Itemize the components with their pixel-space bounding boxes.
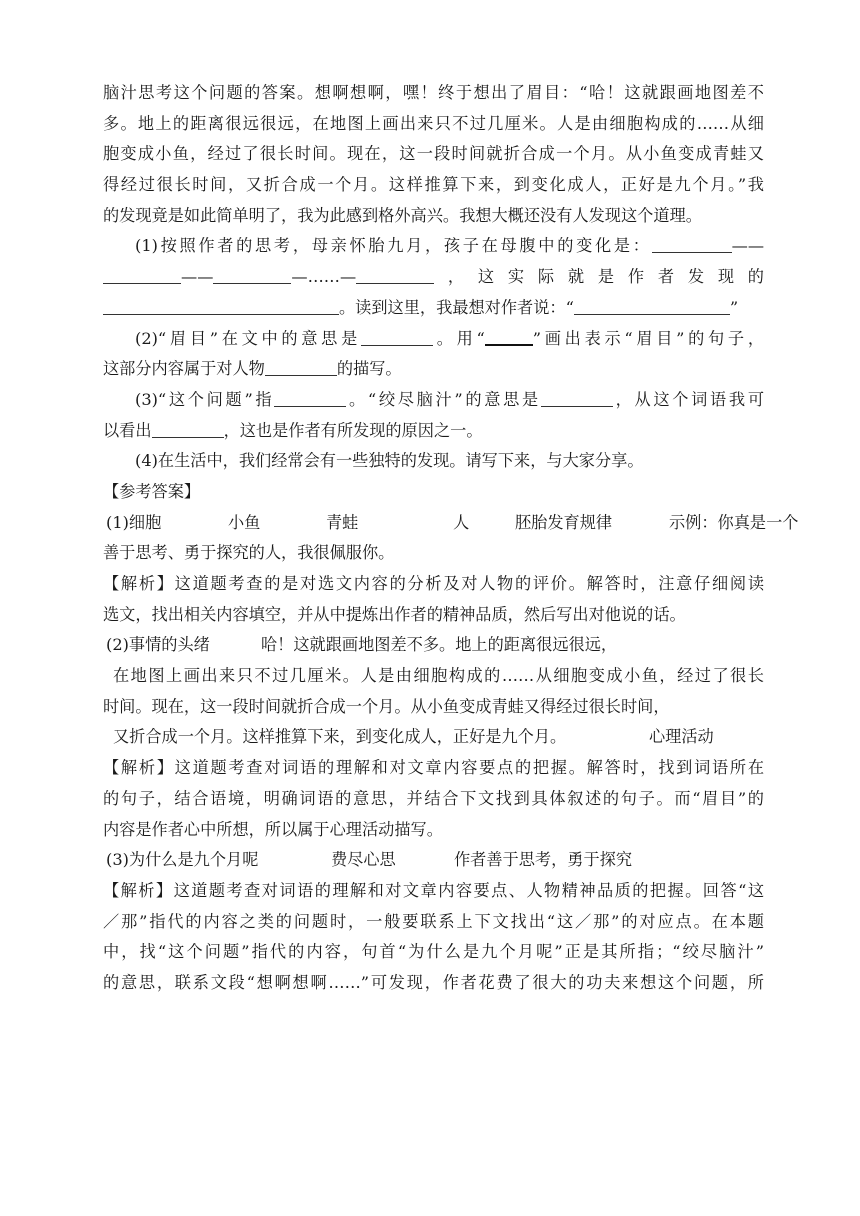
question-3-text: ，从这个词语我可 [612, 389, 765, 409]
underline-sample [485, 326, 533, 346]
passage-line: 胞变成小鱼，经过了很长时间。现在，这一段时间就折合成一个月。从小鱼变成青蛙又 [103, 144, 764, 164]
analysis-text: 的意思，联系文段“想啊想啊……”可发现，作者花费了很大的功夫来想这个问题，所 [103, 972, 764, 992]
answer-item: 作者善于思考，勇于探究 [454, 850, 633, 870]
answer-2-cont: 时间。现在，这一段时间就折合成一个月。从小鱼变成青蛙又得经过很长时间， [103, 696, 670, 716]
question-2-text: 的描写。 [336, 359, 402, 379]
answer-item: (1)细胞 [106, 512, 162, 532]
answer-item: 费尽心思 [331, 850, 396, 870]
analysis-text: 内容是作者心中所想，所以属于心理活动描写。 [103, 819, 443, 839]
answer-blank[interactable] [152, 419, 224, 438]
answer-item: (3)为什么是九个月呢 [106, 850, 259, 870]
answers-header: 【参考答案】 [103, 481, 201, 501]
answer-item: 小鱼 [228, 512, 261, 532]
analysis-text: 这道题考查对词语的理解和对文章内容要点、人物精神品质的把握。回答“这 [173, 880, 765, 900]
answer-blank[interactable] [274, 388, 346, 407]
answer-item: 哈！这就跟画地图差不多。地上的距离很远很远， [261, 635, 618, 655]
question-2-text: ”画出表示“眉目”的句子， [532, 328, 765, 348]
answer-2-cont: 又折合成一个月。这样推算下来，到变化成人，正好是九个月。 [113, 727, 567, 747]
answer-1-cont: 善于思考、勇于探究的人，我很佩服你。 [103, 543, 395, 563]
question-1-text: (1)按照作者的思考，母亲怀胎九月，孩子在母腹中的变化是： [135, 236, 652, 256]
question-3-text: 。“绞尽脑汁”的意思是 [346, 389, 541, 409]
answer-2-cont: 在地图上画出来只不过几厘米。人是由细胞构成的……从细胞变成小鱼，经过了很长 [113, 666, 764, 686]
question-3-text: (3)“这个问题”指 [135, 389, 275, 409]
question-4: (4)在生活中，我们经常会有一些独特的发现。请写下来，与大家分享。 [135, 451, 644, 471]
passage-line: 的发现竟是如此简单明了，我为此感到格外高兴。我想大概还没有人发现这个道理。 [103, 205, 702, 225]
dash: —— [181, 267, 214, 287]
analysis-text: 选文，找出相关内容填空，并从中提炼出作者的精神品质，然后写出对他说的话。 [103, 604, 686, 624]
question-3-text: ，这也是作者有所发现的原因之一。 [223, 420, 483, 440]
question-1 [103, 231, 764, 323]
answer-item: 胚胎发育规律 [515, 512, 613, 532]
answer-blank[interactable] [213, 265, 291, 284]
question-2 [103, 324, 764, 385]
passage-line: 多。地上的距离很远很远，在地图上画出来只不过几厘米。人是由细胞构成的……从细 [103, 113, 764, 133]
answer-blank[interactable] [265, 357, 337, 376]
analysis-text: 的句子，结合语境，明确词语的意思，并结合下文找到具体叙述的句子。而“眉目”的 [103, 788, 764, 808]
answer-1 [103, 508, 799, 539]
question-2-text: 。用“ [432, 328, 485, 348]
dash: —— [731, 236, 764, 256]
answer-item: (2)事情的头绪 [106, 635, 210, 655]
answer-blank[interactable] [356, 265, 434, 284]
question-2-text: 这部分内容属于对人物 [103, 359, 265, 379]
question-3-text: 以看出 [103, 420, 152, 440]
answer-blank[interactable] [103, 265, 181, 284]
answer-blank[interactable] [652, 234, 732, 253]
answer-blank[interactable] [541, 388, 613, 407]
question-1-text: 。读到这里，我最想对作者说：“ [339, 297, 574, 317]
passage [103, 78, 764, 231]
analysis-label: 【解析】 [103, 880, 174, 900]
answer-item: 人 [453, 512, 470, 532]
answer-blank[interactable] [361, 327, 433, 346]
answer-2 [103, 630, 764, 661]
dash: —……— [291, 267, 357, 287]
answer-blank[interactable] [103, 296, 339, 315]
question-3 [103, 385, 764, 446]
analysis-label: 【解析】 [103, 574, 175, 593]
question-2-text: (2)“眉目”在文中的意思是 [135, 328, 361, 348]
answer-blank[interactable] [574, 296, 730, 315]
analysis-text: 这道题考查对词语的理解和对文章内容要点的把握。解答时，找到词语所在 [174, 758, 765, 778]
question-1-text: ，这实际就是作者发现的 [434, 267, 764, 287]
analysis-text: ／那”指代的内容之类的问题时，一般要联系上下文找出“这／那”的对应点。在本题 [103, 911, 764, 931]
answer-item: 心理活动 [649, 727, 714, 747]
analysis-label: 【解析】 [103, 758, 175, 778]
answer-item: 示例：你真是一个 [669, 512, 799, 532]
answer-item: 青蛙 [326, 512, 359, 532]
close-quote: ” [729, 297, 739, 317]
answers-section [103, 477, 799, 999]
passage-line: 脑汁思考这个问题的答案。想啊想啊，嘿！终于想出了眉目：“哈！这就跟画地图差不 [103, 83, 764, 102]
analysis-text: 中，找“这个问题”指代的内容，句首“为什么是九个月呢”正是其所指；“绞尽脑汁” [103, 942, 764, 962]
analysis-text: 这道题考查的是对选文内容的分析及对人物的评价。解答时，注意仔细阅读 [174, 574, 765, 593]
answer-3 [103, 845, 764, 876]
passage-line: 得经过很长时间，又折合成一个月。这样推算下来，到变化成人，正好是九个月。”我 [103, 175, 764, 195]
